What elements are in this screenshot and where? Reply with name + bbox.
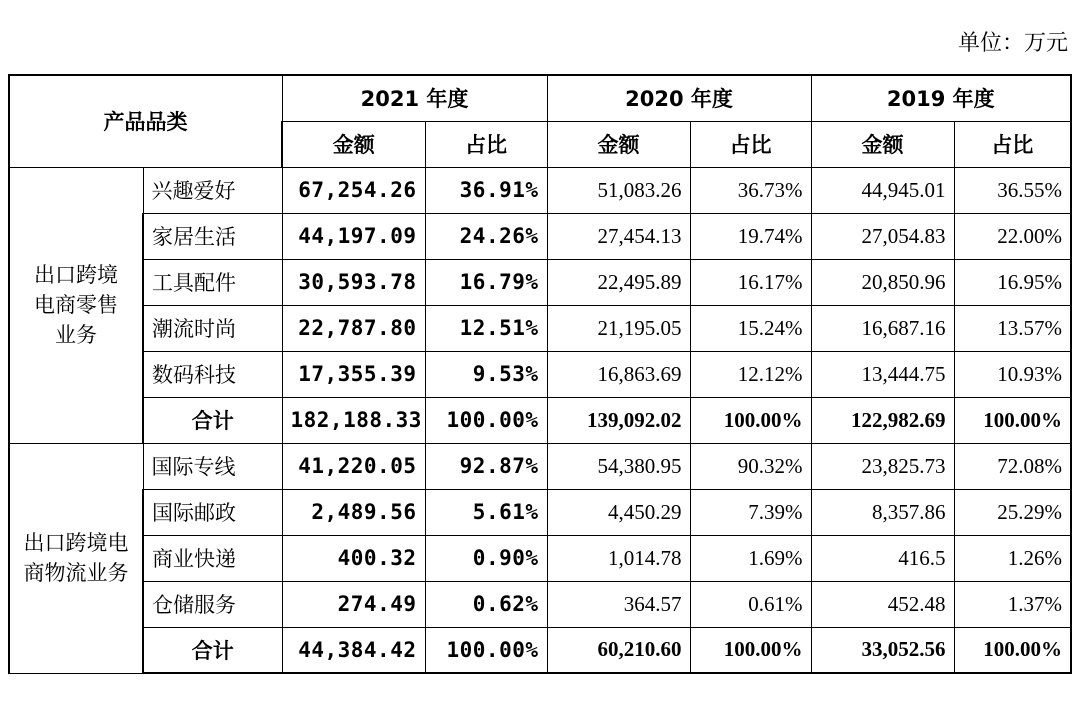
table-row	[9, 305, 1071, 351]
amount-2021-cell: 17,355.39	[282, 351, 425, 397]
ratio-2020-cell: 90.32%	[690, 443, 811, 489]
segment-label: 出口跨境电商物流业务	[9, 443, 143, 673]
amount-2020-cell: 60,210.60	[547, 627, 690, 673]
amount-header: 金额	[547, 121, 690, 167]
ratio-2019-cell: 36.55%	[954, 167, 1071, 213]
ratio-2019-cell: 100.00%	[954, 397, 1071, 443]
ratio-header: 占比	[954, 121, 1071, 167]
category-label: 工具配件	[143, 259, 282, 305]
ratio-2020-cell: 36.73%	[690, 167, 811, 213]
table-total-row	[9, 397, 1071, 443]
amount-2020-cell: 4,450.29	[547, 489, 690, 535]
amount-2019-cell: 13,444.75	[811, 351, 954, 397]
unit-label: 单位：万元	[957, 31, 1068, 56]
amount-2020-cell: 139,092.02	[547, 397, 690, 443]
amount-header: 金额	[811, 121, 954, 167]
amount-2019-cell: 122,982.69	[811, 397, 954, 443]
total-label: 合计	[143, 627, 282, 673]
ratio-2021-cell: 16.79%	[425, 259, 547, 305]
ratio-2019-cell: 1.26%	[954, 535, 1071, 581]
ratio-2019-cell: 22.00%	[954, 213, 1071, 259]
amount-2020-cell: 16,863.69	[547, 351, 690, 397]
amount-2021-cell: 30,593.78	[282, 259, 425, 305]
header-row-years	[9, 75, 1071, 121]
amount-2019-cell: 23,825.73	[811, 443, 954, 489]
revenue-by-category-table	[8, 74, 1072, 674]
amount-2020-cell: 27,454.13	[547, 213, 690, 259]
amount-2019-cell: 452.48	[811, 581, 954, 627]
amount-2021-cell: 44,197.09	[282, 213, 425, 259]
ratio-2021-cell: 92.87%	[425, 443, 547, 489]
amount-2021-cell: 22,787.80	[282, 305, 425, 351]
segment-label: 出口跨境电商零售业务	[9, 167, 143, 443]
ratio-2019-cell: 10.93%	[954, 351, 1071, 397]
ratio-2019-cell: 1.37%	[954, 581, 1071, 627]
category-label: 商业快递	[143, 535, 282, 581]
category-header: 产品品类	[9, 75, 282, 167]
total-label: 合计	[143, 397, 282, 443]
table-row	[9, 443, 1071, 489]
amount-2019-cell: 20,850.96	[811, 259, 954, 305]
amount-2020-cell: 364.57	[547, 581, 690, 627]
year-header-2021: 2021 年度	[282, 75, 547, 121]
ratio-2020-cell: 0.61%	[690, 581, 811, 627]
ratio-header: 占比	[690, 121, 811, 167]
table-total-row	[9, 627, 1071, 673]
amount-2020-cell: 51,083.26	[547, 167, 690, 213]
amount-header: 金额	[282, 121, 425, 167]
ratio-2021-cell: 100.00%	[425, 397, 547, 443]
ratio-header: 占比	[425, 121, 547, 167]
ratio-2021-cell: 0.62%	[425, 581, 547, 627]
category-label: 数码科技	[143, 351, 282, 397]
ratio-2020-cell: 15.24%	[690, 305, 811, 351]
amount-2021-cell: 41,220.05	[282, 443, 425, 489]
table-row	[9, 489, 1071, 535]
ratio-2019-cell: 100.00%	[954, 627, 1071, 673]
ratio-2019-cell: 16.95%	[954, 259, 1071, 305]
amount-2020-cell: 1,014.78	[547, 535, 690, 581]
amount-2021-cell: 274.49	[282, 581, 425, 627]
ratio-2020-cell: 100.00%	[690, 627, 811, 673]
amount-2021-cell: 182,188.33	[282, 397, 425, 443]
table-row	[9, 581, 1071, 627]
amount-2021-cell: 2,489.56	[282, 489, 425, 535]
ratio-2020-cell: 7.39%	[690, 489, 811, 535]
amount-2021-cell: 400.32	[282, 535, 425, 581]
amount-2021-cell: 67,254.26	[282, 167, 425, 213]
amount-2019-cell: 416.5	[811, 535, 954, 581]
ratio-2021-cell: 5.61%	[425, 489, 547, 535]
year-header-2019: 2019 年度	[811, 75, 1071, 121]
amount-2019-cell: 33,052.56	[811, 627, 954, 673]
amount-2019-cell: 27,054.83	[811, 213, 954, 259]
table-row	[9, 351, 1071, 397]
category-label: 仓储服务	[143, 581, 282, 627]
ratio-2021-cell: 0.90%	[425, 535, 547, 581]
ratio-2019-cell: 25.29%	[954, 489, 1071, 535]
ratio-2020-cell: 12.12%	[690, 351, 811, 397]
amount-2021-cell: 44,384.42	[282, 627, 425, 673]
category-label: 家居生活	[143, 213, 282, 259]
category-label: 国际邮政	[143, 489, 282, 535]
year-header-2020: 2020 年度	[547, 75, 811, 121]
amount-2019-cell: 16,687.16	[811, 305, 954, 351]
table-row	[9, 535, 1071, 581]
ratio-2020-cell: 1.69%	[690, 535, 811, 581]
table-row	[9, 167, 1071, 213]
category-label: 兴趣爱好	[143, 167, 282, 213]
ratio-2019-cell: 72.08%	[954, 443, 1071, 489]
ratio-2019-cell: 13.57%	[954, 305, 1071, 351]
ratio-2021-cell: 12.51%	[425, 305, 547, 351]
ratio-2020-cell: 16.17%	[690, 259, 811, 305]
category-label: 潮流时尚	[143, 305, 282, 351]
amount-2020-cell: 21,195.05	[547, 305, 690, 351]
amount-2020-cell: 54,380.95	[547, 443, 690, 489]
ratio-2020-cell: 19.74%	[690, 213, 811, 259]
ratio-2021-cell: 36.91%	[425, 167, 547, 213]
ratio-2021-cell: 24.26%	[425, 213, 547, 259]
table-row	[9, 213, 1071, 259]
amount-2019-cell: 8,357.86	[811, 489, 954, 535]
ratio-2020-cell: 100.00%	[690, 397, 811, 443]
category-label: 国际专线	[143, 443, 282, 489]
ratio-2021-cell: 9.53%	[425, 351, 547, 397]
table-row	[9, 259, 1071, 305]
ratio-2021-cell: 100.00%	[425, 627, 547, 673]
amount-2020-cell: 22,495.89	[547, 259, 690, 305]
amount-2019-cell: 44,945.01	[811, 167, 954, 213]
